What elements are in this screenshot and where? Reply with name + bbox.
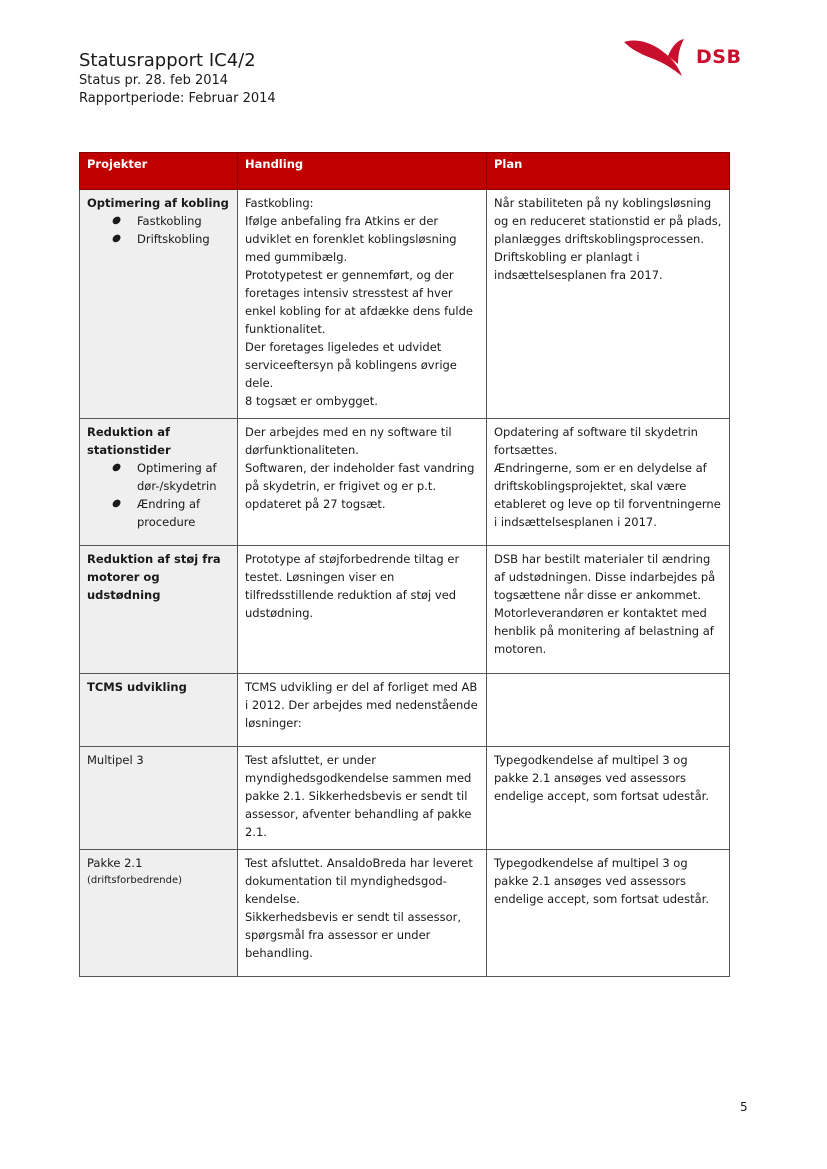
column-header-plan: Plan xyxy=(487,153,730,190)
list-item: ● Optimering af dør-/skydetrin xyxy=(110,461,217,493)
list-item: ● Driftskobling xyxy=(110,232,210,246)
handling-cell: TCMS udvikling er del af forliget med AB i 2012. Der arbejdes med nedenstående løsninger: xyxy=(238,674,487,747)
list-item: ● Fastkobling xyxy=(110,214,202,228)
table-header-row xyxy=(80,153,730,190)
table-row xyxy=(80,747,730,850)
handling-cell: Der arbejdes med en ny software til dørfunktionaliteten. Softwaren, der indeholder fast vandring på skydetrin, er frigivet og er p.t. opdateret på 27 togsæt. xyxy=(238,419,487,546)
report-period: Rapportperiode: Februar 2014 xyxy=(79,91,276,106)
project-cell xyxy=(80,674,238,747)
project-title: Optimering af kobling xyxy=(87,196,229,210)
plan-cell: Når stabiliteten på ny koblingsløsning og en reduceret stationstid er på plads, planlægges driftskoblingsprocessen. Driftskobling er planlagt i indsættelsesplanen fra 2017. xyxy=(487,190,730,419)
dsb-logo-text: DSB xyxy=(696,46,742,68)
bullet-icon: ● xyxy=(110,498,123,509)
table-row xyxy=(80,850,730,977)
project-title: Multipel 3 xyxy=(87,753,144,767)
handling-cell: Prototype af støjforbedrende tiltag er testet. Løsningen viser en tilfredsstillende reduktion af støj ved udstødning. xyxy=(238,546,487,674)
page-number: 5 xyxy=(740,1100,748,1114)
project-title: Reduktion af stationstider xyxy=(87,425,171,457)
table-row xyxy=(80,419,730,546)
plan-cell: Opdatering af software til skydetrin fortsættes. Ændringerne, som er en delydelse af driftskoblingsprojektet, skal være etableret og leve op til forventningerne i indsættelsesplanen i 2017. xyxy=(487,419,730,546)
project-title: Pakke 2.1 xyxy=(87,856,143,870)
column-header-projekter: Projekter xyxy=(80,153,238,190)
project-note: (driftsforbedrende) xyxy=(87,875,182,886)
table-row xyxy=(80,190,730,419)
dsb-logo xyxy=(622,36,750,78)
project-cell xyxy=(80,190,238,419)
project-title: TCMS udvikling xyxy=(87,680,187,694)
handling-cell: Fastkobling: Ifølge anbefaling fra Atkins er der udviklet en forenklet koblingsløsning med gummibælg. Prototypetest er gennemført, og der foretages intensiv stresstest af hver enkel kobling for at afdække dens fulde funktionalitet. Der foretages ligeledes et udvidet serviceeftersyn på koblingens øvrige dele. 8 togsæt er ombygget. xyxy=(238,190,487,419)
plan-cell xyxy=(487,674,730,747)
project-title: Reduktion af støj fra motorer og udstødning xyxy=(87,552,221,602)
report-title: Statusrapport IC4/2 xyxy=(79,50,256,71)
handling-cell: Test afsluttet, er under myndighedsgodkendelse sammen med pakke 2.1. Sikkerhedsbevis er sendt til assessor, afventer behandling af pakke 2.1. xyxy=(238,747,487,850)
plan-cell: Typegodkendelse af multipel 3 og pakke 2.1 ansøges ved assessors endelige accept, som fortsat udestår. xyxy=(487,747,730,850)
status-date: Status pr. 28. feb 2014 xyxy=(79,73,229,88)
project-cell xyxy=(80,419,238,546)
plan-cell: DSB har bestilt materialer til ændring af udstødningen. Disse indarbejdes på togsættene når disse er ankommet. Motorleverandøren er kontaktet med henblik på monitering af belastning af motoren. xyxy=(487,546,730,674)
list-item: ● Ændring af procedure xyxy=(110,497,201,529)
bullet-icon: ● xyxy=(110,233,123,244)
project-cell xyxy=(80,747,238,850)
plan-cell: Typegodkendelse af multipel 3 og pakke 2.1 ansøges ved assessors endelige accept, som fortsat udestår. xyxy=(487,850,730,977)
bullet-icon: ● xyxy=(110,462,123,473)
table-row xyxy=(80,674,730,747)
table-row xyxy=(80,546,730,674)
project-bullets xyxy=(87,212,230,248)
handling-cell: Test afsluttet. AnsaldoBreda har leveret dokumentation til myndighedsgod-kendelse. Sikkerhedsbevis er sendt til assessor, spørgsmål fra assessor er under behandling. xyxy=(238,850,487,977)
report-header xyxy=(79,50,276,108)
project-cell xyxy=(80,546,238,674)
column-header-handling: Handling xyxy=(238,153,487,190)
status-table xyxy=(79,152,730,977)
project-bullets xyxy=(87,459,230,531)
project-cell xyxy=(80,850,238,977)
bullet-icon: ● xyxy=(110,215,123,226)
